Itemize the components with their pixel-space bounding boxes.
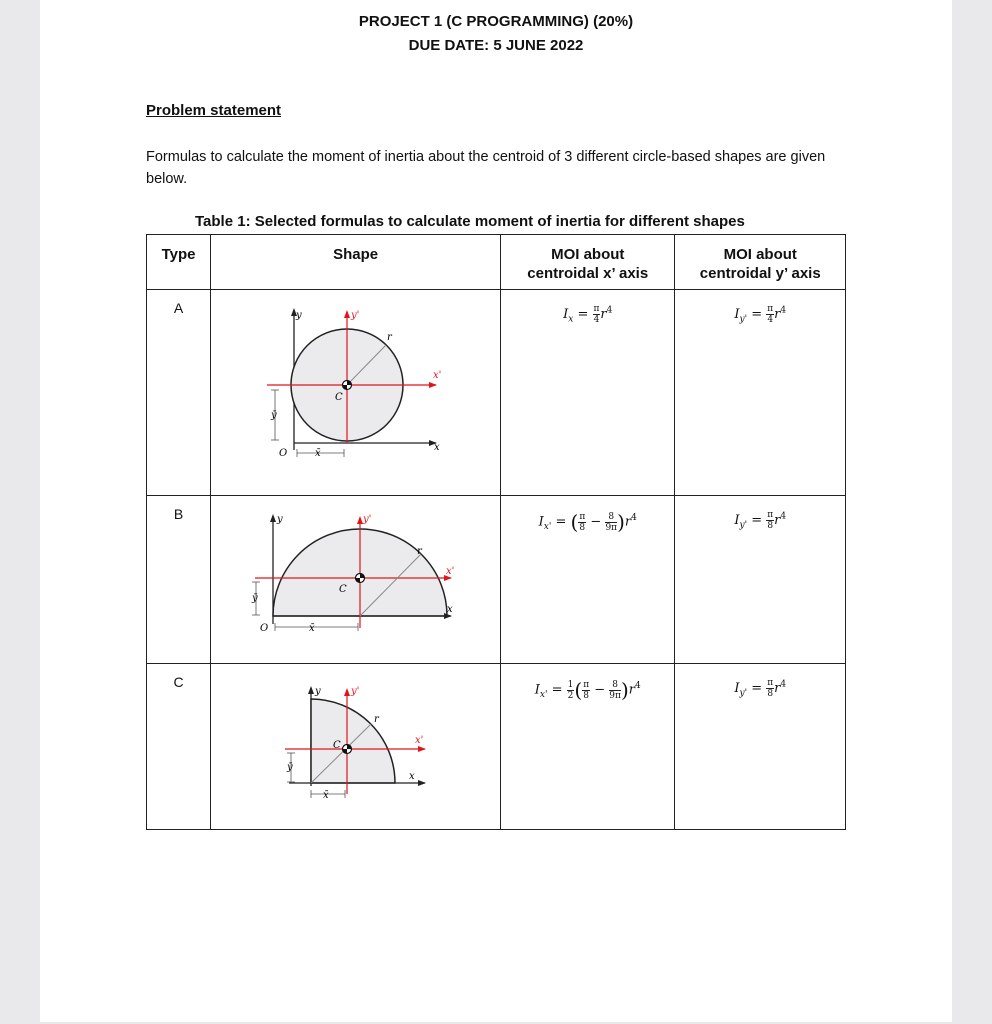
formula-r: r: [774, 681, 781, 696]
type-cell: B: [147, 496, 211, 664]
semicircle-diagram: [211, 496, 501, 664]
formula-minus: −: [594, 682, 606, 698]
centroid-label: C: [333, 740, 341, 751]
formula-equals: =: [551, 682, 563, 698]
y-prime-label: y': [363, 514, 372, 525]
formula-exponent: 4: [606, 305, 613, 316]
y-axis-label: y: [315, 686, 321, 697]
intro-paragraph: Formulas to calculate the moment of inertia about the centroid of 3 different circle-based shapes are given below.: [146, 149, 826, 187]
table-row: [147, 496, 846, 664]
formula-exponent: 4: [780, 511, 787, 522]
full-circle-diagram: [211, 290, 501, 496]
formula-fraction: $\frac{\pi}{4}$: [593, 304, 600, 325]
table-header-row: [147, 235, 846, 290]
document-page: [40, 0, 952, 1022]
y-bar-label: ȳ: [271, 410, 277, 421]
x-axis-label: x: [409, 771, 415, 782]
radius-label: r: [417, 546, 422, 557]
problem-heading: Problem statement: [146, 102, 282, 119]
x-axis-label: x: [447, 604, 453, 615]
formula-subscript: y': [739, 314, 748, 325]
formula-exponent: 4: [780, 305, 787, 316]
formula-fraction: $\frac{8}{9\pi}$: [605, 511, 618, 533]
formula-fraction: $\frac{\pi}{8}$: [767, 510, 774, 531]
formula-subscript: y': [739, 688, 748, 699]
y-bar-label: ȳ: [252, 593, 258, 604]
formula-symbol: I: [734, 681, 740, 696]
x-axis-label: x: [434, 442, 440, 453]
formula-paren: ): [617, 510, 625, 534]
centroid-label: C: [339, 584, 347, 595]
formula-paren: (: [570, 510, 579, 534]
formula-r: r: [774, 307, 781, 322]
header-moi-x-line2: centroidal x’ axis: [527, 265, 649, 282]
header-moi-x-line1: MOI about: [551, 246, 625, 263]
formula-paren: (: [574, 678, 583, 702]
formula-y-cell: [675, 664, 846, 830]
formula-subscript: x': [539, 690, 548, 701]
formula-fraction: $\frac{1}{2}$: [567, 679, 574, 701]
formula-equals: =: [751, 513, 763, 528]
y-axis-label: y: [296, 310, 302, 321]
formula-subscript: x: [568, 314, 574, 325]
y-prime-label: y': [351, 686, 360, 697]
formula-exponent: 4: [780, 679, 787, 690]
quarter-circle-icon: [211, 664, 500, 815]
formula-x-cell: [501, 664, 675, 830]
y-prime-label: y': [351, 310, 360, 321]
formula-equals: =: [751, 307, 763, 322]
formula-fraction: $\frac{\pi}{8}$: [579, 511, 586, 533]
due-date: DUE DATE: 5 JUNE 2022: [408, 37, 584, 54]
formula-fraction: $\frac{\pi}{4}$: [767, 304, 774, 325]
formula-fraction: $\frac{8}{9\pi}$: [609, 679, 621, 701]
type-cell: A: [147, 290, 211, 496]
formula-y-cell: [675, 290, 846, 496]
formula-subscript: y': [739, 520, 748, 531]
formula-r: r: [774, 513, 781, 528]
formula-r: r: [624, 514, 632, 530]
formula-paren: ): [620, 678, 629, 702]
header-shape: Shape: [211, 235, 501, 290]
formula-equals: =: [577, 307, 589, 322]
y-bar-label: ȳ: [287, 762, 293, 773]
project-title: PROJECT 1 (C PROGRAMMING) (20%): [358, 13, 634, 30]
centroid-label: C: [335, 392, 343, 403]
type-cell: C: [147, 664, 211, 830]
table-row: [147, 290, 846, 496]
formula-fraction: $\frac{\pi}{8}$: [767, 678, 774, 699]
semicircle-icon: [211, 496, 500, 649]
formula-symbol: I: [734, 307, 740, 322]
formula-r: r: [628, 682, 635, 698]
formula-exponent: 4: [631, 513, 637, 524]
full-circle-icon: [211, 290, 500, 481]
formula-subscript: x': [543, 522, 552, 533]
header-type: Type: [147, 235, 211, 290]
formula-r: r: [600, 307, 607, 322]
x-bar-label: x̄: [323, 790, 329, 801]
moi-table: [146, 234, 846, 830]
table-row: [147, 664, 846, 830]
formula-equals: =: [555, 514, 567, 530]
formula-fraction: $\frac{\pi}{8}$: [583, 679, 590, 701]
formula-x-cell: [501, 496, 675, 664]
x-prime-label: x': [433, 370, 442, 381]
radius-label: r: [387, 332, 392, 343]
x-prime-label: x': [415, 735, 424, 746]
x-bar-label: x̄: [315, 448, 321, 459]
quarter-circle-diagram: [211, 664, 501, 830]
x-bar-label: x̄: [309, 623, 315, 634]
formula-symbol: I: [563, 307, 569, 322]
header-moi-y: [675, 235, 846, 290]
formula-symbol: I: [734, 513, 740, 528]
header-moi-x: [501, 235, 675, 290]
header-moi-y-line2: centroidal y’ axis: [699, 265, 821, 282]
formula-equals: =: [751, 681, 763, 696]
y-axis-label: y: [277, 514, 283, 525]
formula-exponent: 4: [634, 681, 641, 692]
formula-x-cell: [501, 290, 675, 496]
x-prime-label: x': [446, 566, 455, 577]
origin-label: O: [279, 448, 288, 459]
formula-symbol: I: [538, 514, 544, 530]
header-moi-y-line1: MOI about: [723, 246, 797, 263]
table-caption: Table 1: Selected formulas to calculate moment of inertia for different shapes: [195, 213, 745, 230]
formula-minus: −: [590, 514, 602, 530]
formula-symbol: I: [534, 682, 540, 698]
origin-label: O: [260, 623, 269, 634]
radius-label: r: [374, 714, 379, 725]
formula-y-cell: [675, 496, 846, 664]
